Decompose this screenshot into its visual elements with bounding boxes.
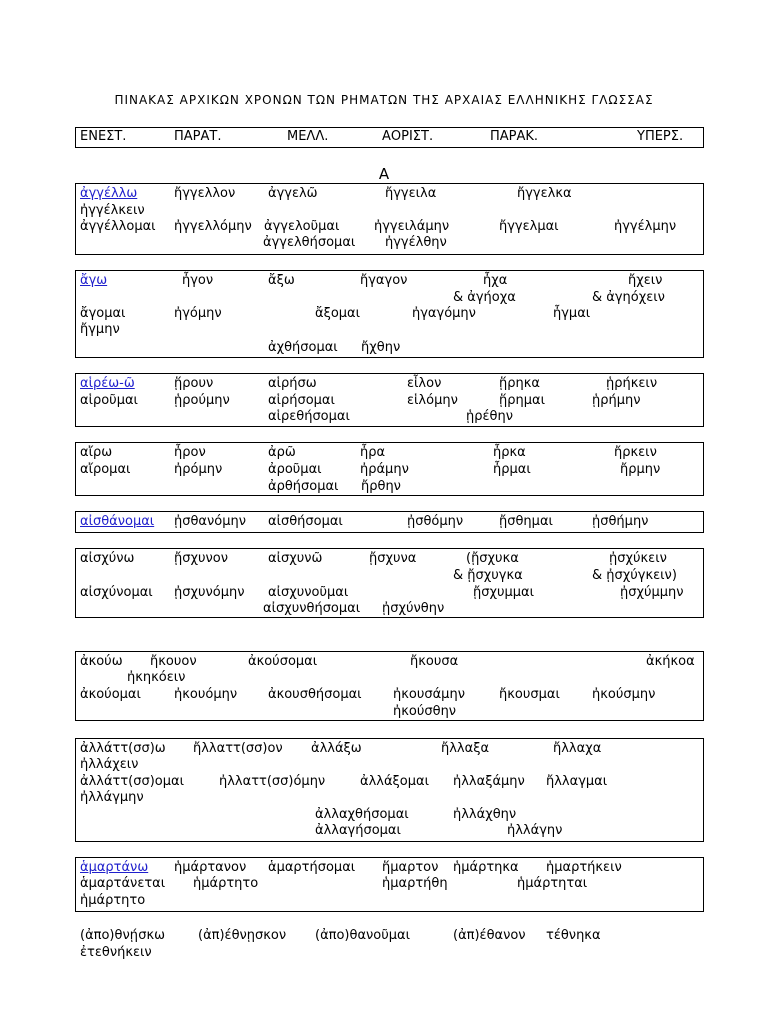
form-cell: ἀλλάξω	[311, 741, 362, 756]
form-cell: ἠκούσθην	[393, 704, 457, 719]
form-cell: ἦγον	[182, 273, 214, 288]
form-cell: ἀκούομαι	[80, 687, 141, 702]
form-cell: ᾕρουν	[174, 376, 214, 391]
form-cell: ἠγγέλκειν	[80, 203, 145, 218]
form-cell: τέθνηκα	[546, 928, 601, 943]
form-cell: ἁμαρτήσομαι	[268, 860, 356, 875]
form-cell: ἀλλαγήσομαι	[315, 823, 401, 838]
form-cell: ἀροῦμαι	[268, 462, 322, 477]
form-cell: ἀγγελθήσομαι	[263, 235, 356, 250]
form-cell: ἤγγειλα	[385, 186, 437, 201]
form-cell: ἀγγελοῦμαι	[264, 219, 340, 234]
form-cell: ᾐσθανόμην	[174, 514, 246, 529]
form-cell: ἡμάρτηται	[517, 876, 588, 891]
form-cell: ἤλλαττ(σσ)ον	[193, 741, 283, 756]
form-cell: & ἀγηόχειν	[592, 290, 665, 305]
form-cell: εἱλόμην	[407, 393, 458, 408]
form-cell: ἤρθην	[361, 479, 401, 494]
form-cell: ἡμάρτητο	[193, 876, 259, 891]
form-cell: ἀρῶ	[268, 445, 296, 460]
header-aorist: ΑΟΡΙΣΤ.	[382, 129, 434, 144]
form-cell: ἠλλάχθην	[453, 807, 517, 822]
form-cell: ἀγγελῶ	[268, 186, 318, 201]
form-cell: ᾔσχυνα	[369, 551, 417, 566]
form-cell: αἱρήσομαι	[268, 393, 335, 408]
form-cell: & ᾔσχυγκα	[453, 568, 523, 583]
form-cell: ἀλλάξομαι	[360, 774, 429, 789]
form-cell: ἤχειν	[628, 273, 663, 288]
form-cell: ἤγαγον	[360, 273, 408, 288]
form-cell: ᾐσχυνόμην	[174, 585, 245, 600]
form-cell: ἡμαρτήκειν	[546, 860, 622, 875]
form-cell: ἄξω	[268, 273, 295, 288]
form-cell: & ᾐσχύγκειν)	[592, 568, 677, 583]
form-cell: ἤκουσμαι	[499, 687, 560, 702]
form-cell: (ἀπ)έθανον	[453, 928, 526, 943]
form-cell: ἠλλάγμην	[80, 790, 144, 805]
form-cell: ἀκουσθήσομαι	[268, 687, 362, 702]
header-yper: ΥΠΕΡΣ.	[637, 129, 684, 144]
form-cell: ᾐσχύκειν	[609, 551, 667, 566]
form-cell: ᾕρημαι	[499, 393, 545, 408]
form-cell: ἀχθήσομαι	[268, 340, 338, 355]
form-cell: ᾐσχύνθην	[382, 601, 445, 616]
form-cell: ἀκήκοα	[646, 654, 695, 669]
header-mell: ΜΕΛΛ.	[287, 129, 329, 144]
form-cell: ᾔσχυμμαι	[473, 585, 535, 600]
form-cell: ἠλλάχειν	[80, 757, 139, 772]
form-cell: ᾕρηκα	[499, 376, 540, 391]
form-cell: ἡμάρτανον	[174, 860, 247, 875]
form-cell: ἤλλαξα	[441, 741, 490, 756]
form-cell: ἀκούω	[80, 654, 123, 669]
form-cell: ἠγγειλάμην	[374, 219, 450, 234]
form-cell: ᾐσχύμμην	[620, 585, 684, 600]
form-cell: ἀκούσομαι	[248, 654, 318, 669]
form-cell: ᾐσθόμην	[407, 514, 464, 529]
form-cell: ἠλλαξάμην	[453, 774, 525, 789]
form-cell: αἰσχυνθήσομαι	[263, 601, 361, 616]
lemma-link[interactable]: αἱρέω-ῶ	[80, 376, 135, 391]
form-cell: ἤρκειν	[614, 445, 657, 460]
form-cell: ἡμαρτήθη	[382, 876, 448, 891]
form-cell: ἤγγελλον	[174, 186, 236, 201]
form-cell: ἠγγελλόμην	[174, 219, 252, 234]
form-cell: ἤρμην	[620, 462, 661, 477]
form-cell: ἦχα	[483, 273, 508, 288]
form-cell: ἤχθην	[361, 340, 401, 355]
form-cell: αἰσχυνοῦμαι	[268, 585, 349, 600]
lemma-link[interactable]: ἁμαρτάνω	[80, 860, 149, 875]
form-cell: (ἀπο)θανοῦμαι	[315, 928, 410, 943]
form-cell: ἠλλάγην	[507, 823, 563, 838]
form-cell: αἱρήσω	[268, 376, 317, 391]
lemma-link[interactable]: αἰσθάνομαι	[80, 514, 155, 529]
page-title: ΠΙΝΑΚΑΣ ΑΡΧΙΚΩΝ ΧΡΟΝΩΝ ΤΩΝ ΡΗΜΑΤΩΝ ΤΗΣ ΑΡΧΑΙΑΣ ΕΛΛΗΝΙΚΗΣ ΓΛΩΣΣΑΣ	[114, 93, 654, 107]
form-cell: αἰσχύνομαι	[80, 585, 153, 600]
form-cell: ἡμάρτητο	[80, 893, 146, 908]
form-cell: (ἀπ)έθνῃσκον	[198, 928, 287, 943]
form-cell: ἤλλαχα	[553, 741, 602, 756]
form-cell: ἤγμην	[80, 322, 120, 337]
form-cell: αἰσθήσομαι	[268, 514, 343, 529]
form-cell: αἱρεθήσομαι	[268, 409, 350, 424]
form-cell: αἴρομαι	[80, 462, 131, 477]
form-cell: ἤλλαγμαι	[546, 774, 608, 789]
form-cell: ἠρόμην	[174, 462, 223, 477]
form-cell: ἠκουσάμην	[393, 687, 465, 702]
form-cell: ἠγγέλθην	[385, 235, 447, 250]
form-cell: ἦρον	[174, 445, 206, 460]
form-cell: ἐτεθνήκειν	[80, 945, 152, 960]
form-cell: ἀγγέλλομαι	[80, 219, 156, 234]
form-cell: ᾑρούμην	[174, 393, 230, 408]
form-cell: ᾑρήκειν	[606, 376, 658, 391]
form-cell: ἦρκα	[493, 445, 526, 460]
form-cell: ἦρμαι	[493, 462, 531, 477]
form-cell: εἷλον	[407, 376, 442, 391]
form-cell: ᾐσθήμην	[592, 514, 649, 529]
form-cell: αἴρω	[80, 445, 113, 460]
lemma-link[interactable]: ἀγγέλλω	[80, 186, 138, 201]
form-cell: ἥμαρτον	[382, 860, 439, 875]
form-cell: αἱροῦμαι	[80, 393, 138, 408]
form-cell: ἀρθήσομαι	[268, 479, 339, 494]
form-cell: ἄγομαι	[80, 306, 126, 321]
form-cell: ἠγαγόμην	[412, 306, 476, 321]
lemma-link[interactable]: ἄγω	[80, 273, 108, 288]
form-cell: αἰσχύνω	[80, 551, 135, 566]
form-cell: ἡμάρτηκα	[453, 860, 519, 875]
section-letter: Α	[378, 165, 390, 183]
form-cell: (ἀπο)θνῄσκω	[80, 928, 166, 943]
form-cell: ἤκουον	[150, 654, 197, 669]
form-cell: ἠκούσμην	[592, 687, 656, 702]
form-cell: ἦγμαι	[553, 306, 591, 321]
form-cell: ᾔσθημαι	[499, 514, 553, 529]
form-cell: ἀλλαχθήσομαι	[315, 807, 409, 822]
form-cell: ἠλλαττ(σσ)όμην	[219, 774, 326, 789]
form-cell: ἠράμην	[360, 462, 409, 477]
form-cell: ἤκουσα	[410, 654, 459, 669]
form-cell: ᾑρέθην	[466, 409, 513, 424]
form-cell: ἦρα	[360, 445, 386, 460]
form-cell: ἠκουόμην	[174, 687, 238, 702]
form-cell: & ἀγήοχα	[453, 290, 516, 305]
form-cell: ᾔσχυνον	[174, 551, 228, 566]
form-cell: ἁμαρτάνεται	[80, 876, 166, 891]
header-enest: ΕΝΕΣΤ.	[80, 129, 127, 144]
form-cell: ἀλλάττ(σσ)ομαι	[80, 774, 184, 789]
form-cell: ἀλλάττ(σσ)ω	[80, 741, 166, 756]
form-cell: αἰσχυνῶ	[268, 551, 323, 566]
form-cell: ἠγόμην	[174, 306, 222, 321]
header-parak: ΠΑΡΑΚ.	[490, 129, 539, 144]
form-cell: (ᾔσχυκα	[466, 551, 519, 566]
form-cell: ᾑρήμην	[592, 393, 641, 408]
form-cell: ἤγγελμαι	[499, 219, 559, 234]
form-cell: ἤγγελκα	[517, 186, 572, 201]
form-cell: ἠγγέλμην	[614, 219, 677, 234]
form-cell: ἄξομαι	[315, 306, 361, 321]
header-parat: ΠΑΡΑΤ.	[174, 129, 222, 144]
form-cell: ἠκηκόειν	[127, 670, 186, 685]
